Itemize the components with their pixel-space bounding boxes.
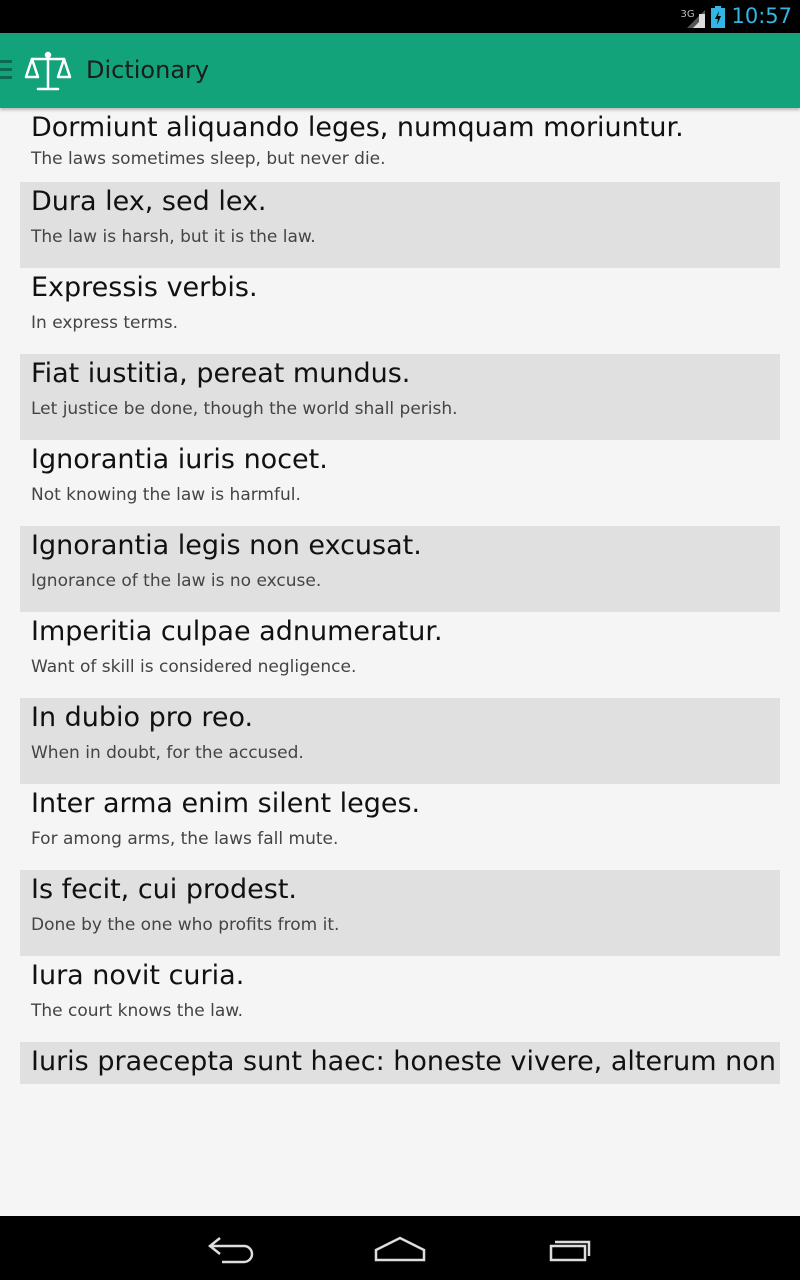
scales-of-justice-icon[interactable]	[24, 49, 72, 93]
item-english: Ignorance of the law is no excuse.	[31, 571, 322, 591]
item-english: Want of skill is considered negligence.	[31, 657, 357, 677]
item-latin: Ignorantia legis non excusat.	[31, 530, 422, 561]
list-item[interactable]	[20, 1042, 780, 1084]
list-item[interactable]	[20, 784, 780, 870]
item-latin: Dormiunt aliquando leges, numquam moriuntur.	[31, 112, 684, 143]
item-english: The law is harsh, but it is the law.	[31, 227, 316, 247]
app-title: Dictionary	[86, 56, 210, 84]
drawer-indicator-icon[interactable]	[0, 59, 12, 81]
status-clock: 10:57	[731, 4, 792, 28]
recents-icon[interactable]	[541, 1228, 601, 1268]
list-item[interactable]	[20, 612, 780, 698]
item-latin: Ignorantia iuris nocet.	[31, 444, 328, 475]
back-icon[interactable]	[200, 1228, 260, 1268]
system-nav-bar	[0, 1216, 800, 1280]
item-latin: Iura novit curia.	[31, 960, 245, 991]
status-bar	[0, 0, 800, 33]
list-item[interactable]	[20, 870, 780, 956]
item-latin: Imperitia culpae adnumeratur.	[31, 616, 443, 647]
network-type-label: 3G	[680, 8, 695, 20]
list-item[interactable]	[20, 354, 780, 440]
item-latin: Dura lex, sed lex.	[31, 186, 267, 217]
item-english: For among arms, the laws fall mute.	[31, 829, 339, 849]
list-item[interactable]	[20, 268, 780, 354]
item-english: Done by the one who profits from it.	[31, 915, 340, 935]
item-english: Not knowing the law is harmful.	[31, 485, 301, 505]
item-english: In express terms.	[31, 313, 179, 333]
list-item[interactable]	[20, 526, 780, 612]
item-latin: Is fecit, cui prodest.	[31, 874, 298, 905]
item-latin: Iuris praecepta sunt haec: honeste vivere, alterum non	[31, 1046, 776, 1077]
item-latin: Fiat iustitia, pereat mundus.	[31, 358, 411, 389]
app-bar	[0, 33, 800, 108]
list-item[interactable]	[20, 956, 780, 1042]
battery-charging-icon	[711, 6, 725, 28]
item-english: The court knows the law.	[31, 1001, 243, 1021]
list-item[interactable]	[20, 182, 780, 268]
list-item[interactable]	[20, 698, 780, 784]
item-latin: Expressis verbis.	[31, 272, 258, 303]
signal-icon	[680, 6, 705, 28]
item-english: When in doubt, for the accused.	[31, 743, 304, 763]
status-icons	[680, 0, 792, 33]
item-english: The laws sometimes sleep, but never die.	[31, 149, 386, 169]
item-english: Let justice be done, though the world shall perish.	[31, 399, 458, 419]
list-item[interactable]	[20, 108, 780, 182]
list-item[interactable]	[20, 440, 780, 526]
item-latin: In dubio pro reo.	[31, 702, 254, 733]
item-latin: Inter arma enim silent leges.	[31, 788, 421, 819]
maxim-list[interactable]	[20, 108, 780, 1084]
home-icon[interactable]	[370, 1228, 430, 1268]
